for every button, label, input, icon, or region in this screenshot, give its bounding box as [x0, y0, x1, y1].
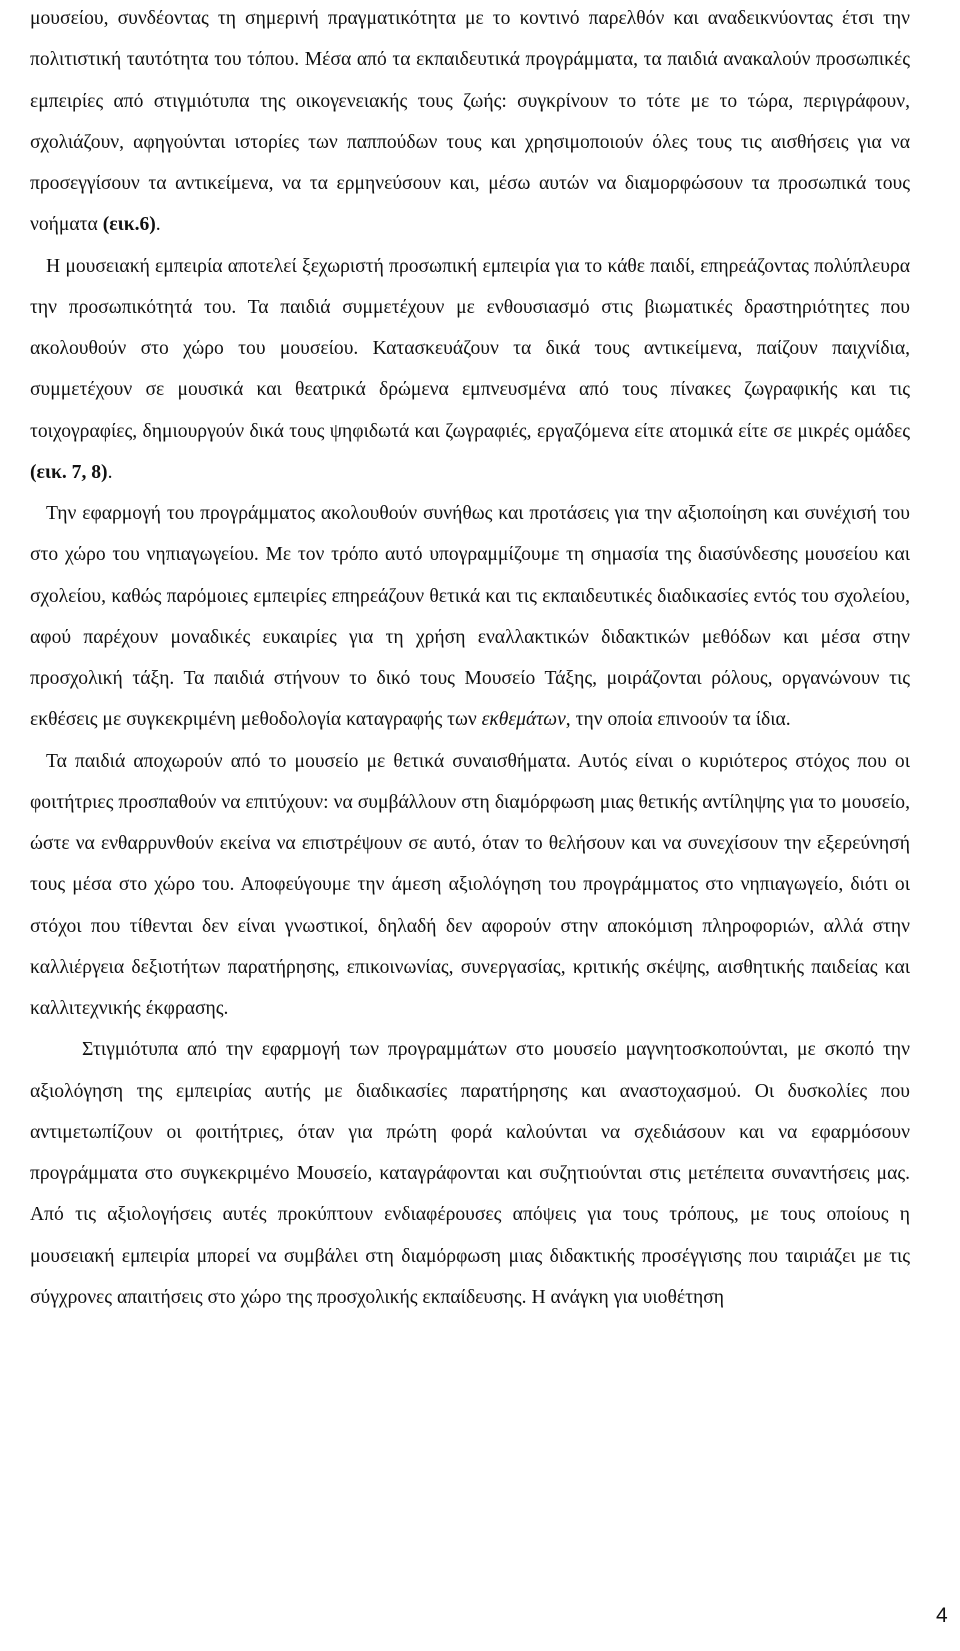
paragraph-5 [30, 1029, 910, 1318]
page-number: 4 [936, 1604, 948, 1627]
paragraph-1-end: . [155, 214, 161, 236]
paragraph-1 [30, 0, 910, 246]
paragraph-2-end: . [107, 461, 113, 483]
paragraph-2-text: Η μουσειακή εμπειρία αποτελεί ξεχωριστή προσωπική εμπειρία για το κάθε παιδί, επηρεάζοντας πολύπλευρα την προσωπικότητά του. Τα παιδιά συμμετέχουν με ενθουσιασμό στις βιωματικές δραστηριότητες που ακολουθούν στο χώρο του μουσείου. Κατασκευάζουν τα δικά τους αντικείμενα, παίζουν παιχνίδια, συμμετέχουν σε μουσικά και θεατρικά δρώμενα εμπνευσμένα από τους πίνακες ζωγραφικής και τις τοιχογραφίες, δημιουργούν δικά τους ψηφιδωτά και ζωγραφιές, εργαζόμενα είτε ατομικά είτε σε μικρές ομάδες [30, 255, 910, 442]
paragraph-1-text: μουσείου, συνδέοντας τη σημερινή πραγματικότητα με το κοντινό παρελθόν και αναδεικνύοντας έτσι την πολιτιστική ταυτότητα του τόπου. Μέσα από τα εκπαιδευτικά προγράμματα, τα παιδιά ανακαλούν προσωπικές εμπειρίες από στιγμιότυπα της οικογενειακής τους ζωής: συγκρίνουν το τότε με το τώρα, περιγράφουν, σχολιάζουν, αφηγούνται ιστορίες των παππούδων τους και χρησιμοποιούν όλες τους τις αισθήσεις για να προσεγγίσουν τα αντικείμενα, να τα ερμηνεύσουν και, μέσω αυτών να διαμορφώσουν τα προσωπικά τους νοήματα [30, 8, 910, 236]
paragraph-2 [30, 246, 910, 494]
figure-reference-7-8: (εικ. 7, 8) [30, 461, 108, 483]
paragraph-3-end: , την οποία επινοούν τα ίδια. [565, 709, 791, 731]
paragraph-4 [30, 741, 910, 1030]
document-page [30, 0, 910, 1318]
figure-reference-6: (εικ.6) [102, 214, 156, 236]
paragraph-3-text: Την εφαρμογή του προγράμματος ακολουθούν συνήθως και προτάσεις για την αξιοποίηση και συνέχισή του στο χώρο του νηπιαγωγείου. Με τον τρόπο αυτό υπογραμμίζουμε τη σημασία της διασύνδεσης μουσείου και σχολείου, καθώς παρόμοιες εμπειρίες επηρεάζουν θετικά και τις εκπαιδευτικές διαδικασίες εντός του σχολείου, αφού παρέχουν μοναδικές ευκαιρίες για τη χρήση εναλλακτικών διδακτικών μεθόδων και μέσα στην προσχολική τάξη. Τα παιδιά στήνουν το δικό τους Μουσείο Τάξης, μοιράζονται ρόλους, οργανώνουν τις εκθέσεις με συγκεκριμένη μεθοδολογία καταγραφής των [30, 503, 910, 731]
paragraph-4-text: Τα παιδιά αποχωρούν από το μουσείο με θετικά συναισθήματα. Αυτός είναι ο κυριότερος στόχος που οι φοιτήτριες προσπαθούν να επιτύχουν: να συμβάλλουν στη διαμόρφωση μιας θετικής αντίληψης για το μουσείο, ώστε να ενθαρρυνθούν εκείνα να επιστρέψουν σε αυτό, όταν το θελήσουν και να συνεχίσουν την εξερεύνησή τους μέσα στο χώρο του. Αποφεύγουμε την άμεση αξιολόγηση του προγράμματος στο νηπιαγωγείο, διότι οι στόχοι που τίθενται δεν είναι γνωστικοί, δηλαδή δεν αφορούν στην αποκόμιση πληροφοριών, αλλά στην καλλιέργεια δεξιοτήτων παρατήρησης, επικοινωνίας, συνεργασίας, κριτικής σκέψης, αισθητικής παιδείας και καλλιτεχνικής έκφρασης. [30, 750, 910, 1019]
paragraph-5-text: Στιγμιότυπα από την εφαρμογή των προγραμμάτων στο μουσείο μαγνητοσκοπούνται, με σκοπό την αξιολόγηση της εμπειρίας αυτής με διαδικασίες παρατήρησης και αναστοχασμού. Οι δυσκολίες που αντιμετωπίζουν οι φοιτήτριες, όταν για πρώτη φορά καλούνται να σχεδιάσουν και να εφαρμόσουν προγράμματα στο συγκεκριμένο Μουσείο, καταγράφονται και συζητιούνται στις μετέπειτα συναντήσεις μας. Από τις αξιολογήσεις αυτές προκύπτουν ενδιαφέρουσες απόψεις για τους τρόπους, με τους οποίους η μουσειακή εμπειρία μπορεί να συμβάλει στη διαμόρφωση μιας διδακτικής προσέγγισης που ταιριάζει με τις σύγχρονες απαιτήσεις στο χώρο της προσχολικής εκπαίδευσης. Η ανάγκη για υιοθέτηση [30, 1039, 910, 1308]
paragraph-3 [30, 493, 910, 741]
italic-term: εκθεμάτων [481, 709, 566, 731]
